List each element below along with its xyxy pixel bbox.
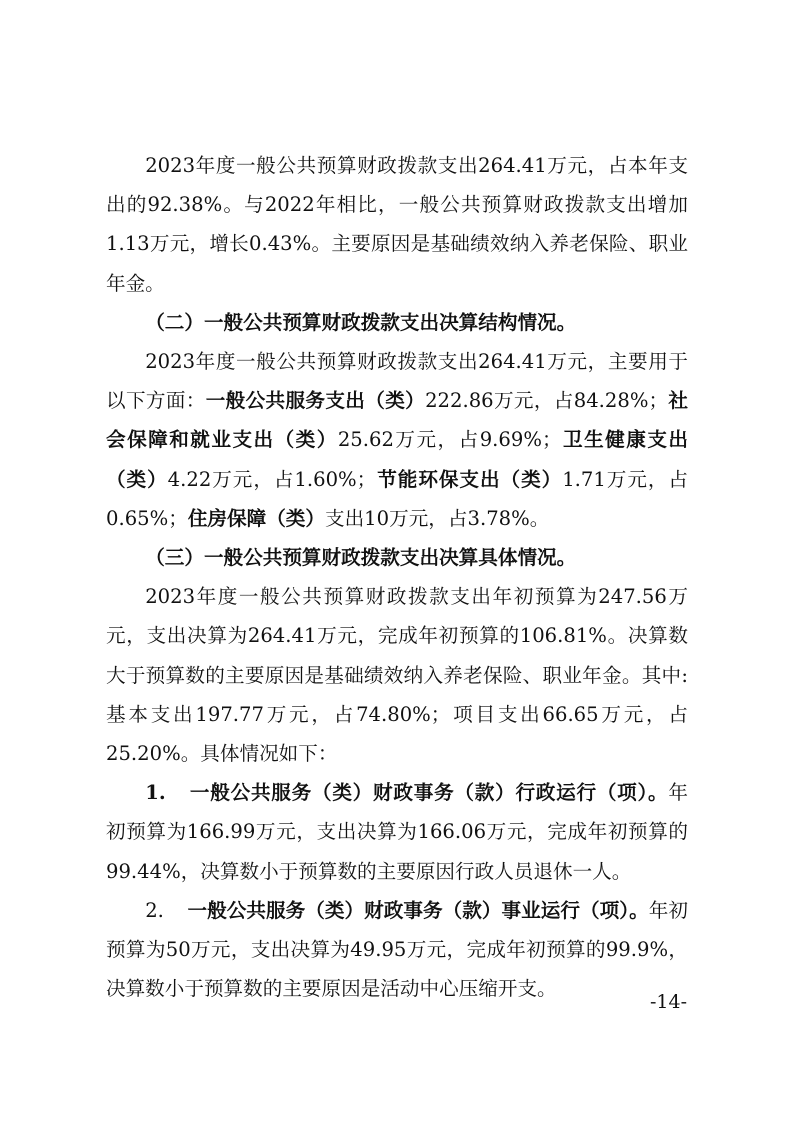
category-value-general-public-services: 222.86万元，占84.28%； (425, 389, 669, 413)
category-value-energy-environment: 1.71万元，占0.65%； (106, 467, 689, 530)
category-label-social-security: 社会保障和就业支出（类） (106, 389, 689, 452)
document-body (106, 146, 688, 1008)
paragraph-expenditure-details: 2023年度一般公共预算财政拨款支出年初预算为247.56万元，支出决算为264.41万元，完成年初预算的106.81%。决算数大于预算数的主要原因是基础绩效纳入养老保险、职业年金。其中:基本支出197.77万元，占74.80%；项目支出66.65万元，占25.20%。具体情况如下： (106, 585, 688, 766)
list-item-number: 2. (145, 898, 164, 922)
category-label-energy-environment: 节能环保支出（类） (376, 467, 563, 491)
category-value-social-security: 25.62万元，占9.69%； (337, 428, 562, 452)
list-item-title: 一般公共服务（类）财政事务（款）事业运行（项）。 (187, 898, 649, 922)
list-item-number: 1. (145, 781, 166, 805)
list-item-body: 年初预算为50万元，支出决算为49.95万元，完成年初预算的99.9%，决算数小于预算数的主要原因是活动中心压缩开支。 (106, 898, 689, 1001)
list-item-public-institution-operation (106, 891, 688, 1009)
paragraph-expenditure-summary: 2023年度一般公共预算财政拨款支出264.41万元，占本年支出的92.38%。与2022年相比，一般公共预算财政拨款支出增加1.13万元，增长0.43%。主要原因是基础绩效纳入养老保险、职业年金。 (106, 154, 688, 295)
category-label-general-public-services: 一般公共服务支出（类） (205, 389, 426, 413)
paragraph-expenditure-structure (106, 342, 688, 538)
list-item-title: 一般公共服务（类）财政事务（款）行政运行（项）。 (189, 781, 669, 805)
category-value-housing: 支出10万元，占3.78%。 (325, 506, 550, 530)
list-item-administrative-operation (106, 773, 688, 891)
category-value-health: 4.22万元，占1.60%； (167, 467, 377, 491)
category-label-health: 卫生健康支出（类） (106, 428, 688, 491)
structure-intro: 2023年度一般公共预算财政拨款支出264.41万元，主要用于以下方面： (106, 350, 688, 413)
list-item-body: 年初预算为166.99万元，支出决算为166.06万元，完成年初预算的99.44%，决算数小于预算数的主要原因行政人员退休一人。 (106, 781, 688, 883)
section-heading-details: （三）一般公共预算财政拨款支出决算具体情况。 (145, 546, 577, 570)
category-label-housing: 住房保障（类） (187, 506, 325, 530)
section-heading-structure: （二）一般公共预算财政拨款支出决算结构情况。 (145, 310, 577, 334)
page-number: -14- (649, 991, 687, 1013)
